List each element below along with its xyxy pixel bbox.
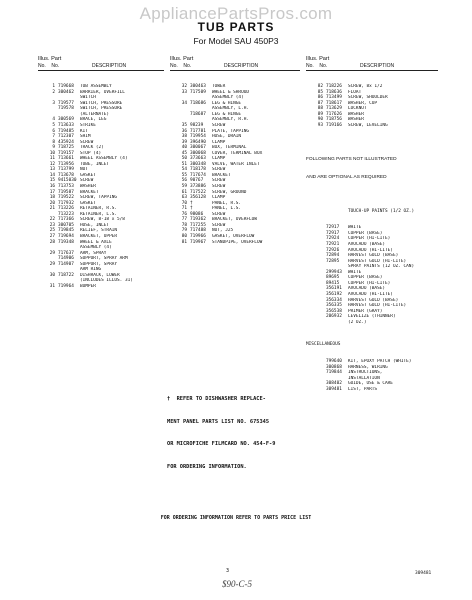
part-description: SWITCH bbox=[80, 95, 96, 101]
part-number: 435924 bbox=[58, 139, 74, 145]
part-number: 713629 bbox=[326, 106, 342, 112]
illus-number: 28 bbox=[49, 239, 55, 245]
note-line: FOLLOWING PARTS NOT ILLUSTRATED bbox=[306, 156, 397, 162]
illus-number: 35 bbox=[181, 123, 187, 129]
part-description: SCREW, 8-18 x 5/8 bbox=[80, 217, 125, 223]
part-description: AVOCADO (HI-LITE) bbox=[348, 291, 393, 297]
illus-number: 82 bbox=[317, 84, 323, 90]
part-description: SCREW bbox=[212, 167, 226, 173]
part-number: 718617 bbox=[326, 100, 342, 106]
part-description: ASSEMBLY (4) bbox=[80, 245, 112, 251]
illus-number: 86 bbox=[317, 95, 323, 101]
header-no: No. No. bbox=[38, 63, 60, 70]
part-number: 300705 bbox=[58, 222, 74, 228]
part-description: GASKET bbox=[80, 200, 96, 206]
part-number: 719967 bbox=[190, 239, 206, 245]
part-row bbox=[38, 284, 164, 290]
header-description: DESCRIPTION bbox=[360, 63, 395, 70]
column-header bbox=[170, 57, 300, 73]
ordering-footer: FOR ORDERING INFORMATION REFER TO PARTS PRICE LIST bbox=[160, 515, 312, 521]
part-description: SHIM bbox=[80, 134, 91, 140]
part-description: WHEEL & AXLE bbox=[80, 239, 112, 245]
part-number: 72894 bbox=[326, 253, 340, 259]
part-description: GASKET, OVERFLOW bbox=[212, 233, 255, 239]
part-description: RETAINER, R.S. bbox=[80, 206, 118, 212]
part-description: LEG & HINGE bbox=[212, 111, 242, 117]
part-description: WASHER bbox=[348, 111, 364, 117]
part-description: SCREW, GROUND bbox=[212, 189, 247, 195]
part-number: 713661 bbox=[58, 156, 74, 162]
part-number: 719694 bbox=[58, 233, 74, 239]
part-description: BRACKET bbox=[80, 189, 99, 195]
illus-number: 88 bbox=[317, 106, 323, 112]
parts-list bbox=[38, 84, 164, 289]
illus-number: 16 bbox=[49, 184, 55, 190]
part-description: WASHER bbox=[348, 117, 364, 123]
part-number: † bbox=[190, 206, 193, 212]
illus-number: 63 bbox=[181, 195, 187, 201]
part-number: 356192 bbox=[326, 291, 342, 297]
part-description: COVER, TERMINAL BOX bbox=[212, 150, 263, 156]
part-description: SCREW bbox=[212, 222, 226, 228]
column-header bbox=[38, 57, 164, 73]
part-number: 309481 bbox=[326, 386, 342, 392]
part-number: 713678 bbox=[58, 172, 74, 178]
part-description: COPPER (BASE) bbox=[348, 230, 383, 236]
illus-number: 12 bbox=[49, 161, 55, 167]
illus-number: 80 bbox=[181, 233, 187, 239]
part-number: 718756 bbox=[326, 117, 342, 123]
part-number: 299943 bbox=[326, 269, 342, 275]
part-description: BOX, TERMINAL bbox=[212, 145, 247, 151]
illus-number: 71 bbox=[181, 206, 187, 212]
part-description: WHITE bbox=[348, 225, 362, 231]
part-number: 718722 bbox=[58, 272, 74, 278]
part-number: 717932 bbox=[58, 200, 74, 206]
part-number: 718636 bbox=[326, 89, 342, 95]
part-number: 396490 bbox=[190, 139, 206, 145]
part-number: 300463 bbox=[190, 84, 206, 90]
illus-number: 61 bbox=[181, 189, 187, 195]
header-no: No. No. bbox=[170, 63, 192, 70]
part-number: 799640 bbox=[326, 358, 342, 364]
illus-number: 3 bbox=[52, 100, 55, 106]
illus-number: 33 bbox=[181, 89, 187, 95]
illus-number: 8 bbox=[52, 139, 55, 145]
illus-number: 77 bbox=[181, 217, 187, 223]
part-description: SCREW, TAPPING bbox=[80, 195, 118, 201]
part-number: 717366 bbox=[58, 217, 74, 223]
illus-number: 32 bbox=[181, 84, 187, 90]
refer-note bbox=[167, 381, 275, 479]
part-number: 719348 bbox=[58, 239, 74, 245]
illus-number: 5 bbox=[52, 123, 55, 129]
header-rule bbox=[38, 70, 164, 71]
part-description: HARVEST GOLD (BASE) bbox=[348, 253, 399, 259]
part-description: ASSEMBLY, R.H. bbox=[212, 117, 250, 123]
column-header bbox=[306, 57, 438, 73]
part-description: WHEEL ASSEMBLY (4) bbox=[80, 156, 128, 162]
part-number: 308402 bbox=[326, 381, 342, 387]
part-description: CLAMP bbox=[212, 195, 226, 201]
part-description: BUMPER bbox=[80, 283, 96, 289]
illus-number: 50 bbox=[181, 156, 187, 162]
part-description: HARVEST GOLD (HI-LITE) bbox=[348, 303, 407, 309]
part-description: SCREW, SHOULDER bbox=[348, 95, 388, 101]
parts-list bbox=[170, 84, 300, 245]
illus-number: 90 bbox=[317, 117, 323, 123]
part-description: INSTRUCTIONS, bbox=[348, 370, 383, 376]
illus-number: 1 bbox=[52, 84, 55, 90]
illus-number: 54 bbox=[181, 167, 187, 173]
parts-column-1 bbox=[38, 46, 164, 295]
illus-number: 27 bbox=[49, 233, 55, 239]
part-description: SCREW bbox=[212, 184, 226, 190]
part-number: 718725 bbox=[58, 145, 74, 151]
header-illus: Illus. Part bbox=[170, 56, 194, 63]
illus-number: 10 bbox=[49, 150, 55, 156]
part-number: 719844 bbox=[326, 370, 342, 376]
part-number: 356538 bbox=[326, 308, 342, 314]
illus-number: 11 bbox=[49, 156, 55, 162]
illus-number: 17 bbox=[49, 189, 55, 195]
illus-number: 38 bbox=[181, 134, 187, 140]
row-spacer bbox=[306, 320, 326, 326]
part-description: AVOCADO (HI-LITE) bbox=[348, 247, 393, 253]
part-number: 719578 bbox=[58, 106, 74, 112]
part-number: 356334 bbox=[326, 297, 342, 303]
part-number: 300462 bbox=[58, 89, 74, 95]
illus-number: 76 bbox=[181, 211, 187, 217]
part-number: 356128 bbox=[190, 195, 206, 201]
part-description: GASKET bbox=[80, 172, 96, 178]
part-description: WASHER bbox=[80, 184, 96, 190]
part-description: COPPER (BASE) bbox=[348, 275, 383, 281]
part-description: SCREW bbox=[80, 139, 94, 145]
illus-number: 23 bbox=[49, 222, 55, 228]
part-description: SUPPORT, SPRAY bbox=[80, 261, 118, 267]
part-number: 717522 bbox=[190, 189, 206, 195]
document-number: 309481 bbox=[415, 571, 432, 576]
illus-number: 29 bbox=[49, 261, 55, 267]
part-description: CLAMP bbox=[212, 156, 226, 162]
part-description: SCREW bbox=[80, 178, 94, 184]
part-number: 719964 bbox=[58, 283, 74, 289]
illus-number: 6 bbox=[52, 128, 55, 134]
illus-number: 79 bbox=[181, 228, 187, 234]
part-number: 72926 bbox=[326, 247, 340, 253]
refer-line: MENT PANEL PARTS LIST NO. 675345 bbox=[167, 418, 270, 425]
part-number: 717781 bbox=[190, 128, 206, 134]
part-description: KIT, EPOXY PATCH (WHITE) bbox=[348, 358, 412, 364]
touchup-header: TOUCH-UP PAINTS (1/2 OZ.) bbox=[348, 208, 415, 214]
part-row bbox=[306, 123, 438, 129]
part-description: AVOCADO (BASE) bbox=[348, 242, 386, 248]
part-number: 713753 bbox=[58, 184, 74, 190]
part-description: SWITCH, PRESSURE bbox=[80, 106, 123, 112]
illus-number: 13 bbox=[49, 167, 55, 173]
illus-number: 87 bbox=[317, 100, 323, 106]
part-number: 717626 bbox=[326, 111, 342, 117]
part-description: LEVELIZE (THINNER) bbox=[348, 314, 396, 320]
part-number: 72917 bbox=[326, 230, 340, 236]
part-description: (2 OZ.) bbox=[348, 319, 367, 325]
part-number: 373886 bbox=[190, 184, 206, 190]
refer-line: † REFER TO DISHWASHER REPLACE- bbox=[167, 396, 266, 402]
part-number: 300348 bbox=[190, 161, 206, 167]
part-number: 717488 bbox=[190, 228, 206, 234]
part-description: SUPPORT, SPRAY ARM bbox=[80, 256, 128, 262]
part-number: 719522 bbox=[58, 195, 74, 201]
part-description: GUIDE, USE & CARE bbox=[348, 381, 393, 387]
part-number: 719362 bbox=[190, 217, 206, 223]
part-description: SWITCH, PRESSURE bbox=[80, 100, 123, 106]
part-description: SPRAY PAINTS (12 OZ. CAN) bbox=[348, 264, 415, 270]
illus-number: 30 bbox=[49, 272, 55, 278]
illus-number: 93 bbox=[317, 123, 323, 129]
illus-number: 85 bbox=[317, 89, 323, 95]
part-description: KIT bbox=[80, 128, 88, 134]
part-description: BRACKET bbox=[212, 172, 231, 178]
part-number: 89415 bbox=[326, 280, 340, 286]
illus-number: 22 bbox=[49, 217, 55, 223]
illus-number: 56 bbox=[181, 178, 187, 184]
illus-number: 55 bbox=[181, 172, 187, 178]
part-number: 714907 bbox=[58, 261, 74, 267]
part-number: 89695 bbox=[326, 275, 340, 281]
part-number: 356335 bbox=[326, 303, 342, 309]
part-number: 72921 bbox=[326, 242, 340, 248]
handwritten-stamp: $90-C-5 bbox=[222, 579, 252, 589]
part-description: STANDPIPE, OVERFLOW bbox=[212, 239, 263, 245]
illus-number: 15 bbox=[49, 178, 55, 184]
part-description: DISHRACK, LOWER bbox=[80, 272, 120, 278]
part-number: 713956 bbox=[58, 161, 74, 167]
illus-number: 2 bbox=[52, 89, 55, 95]
part-number: 719954 bbox=[190, 134, 206, 140]
part-description: NUT, J25 bbox=[212, 228, 234, 234]
part-description: STOP (4) bbox=[80, 150, 102, 156]
illus-number: 18 bbox=[49, 195, 55, 201]
part-number: 718687 bbox=[190, 111, 206, 117]
part-description: ASSEMBLY, L.H. bbox=[212, 106, 250, 112]
parts-column-3 bbox=[306, 46, 438, 398]
illus-number: 21 bbox=[49, 206, 55, 212]
part-description: RELIEF, STRAIN bbox=[80, 228, 118, 234]
part-number: 719668 bbox=[58, 84, 74, 90]
illus-number: 34 bbox=[181, 100, 187, 106]
part-number: 713223 bbox=[58, 211, 74, 217]
part-description: STRIKE bbox=[80, 123, 96, 129]
part-number: 72924 bbox=[326, 236, 340, 242]
part-description: INSTALLATION bbox=[348, 375, 380, 381]
refer-line: FOR ORDERING INFORMATION. bbox=[167, 463, 247, 470]
illus-number: 51 bbox=[181, 161, 187, 167]
part-description: ARM, SPRAY bbox=[80, 250, 107, 256]
illus-number: 89 bbox=[317, 111, 323, 117]
optional-parts-note bbox=[306, 145, 438, 193]
part-number: 719166 bbox=[326, 123, 342, 129]
part-description: PRIMER (GRAY) bbox=[348, 308, 383, 314]
touchup-list bbox=[306, 225, 438, 325]
header-illus: Illus. Part bbox=[38, 56, 62, 63]
part-number: 719966 bbox=[190, 233, 206, 239]
part-number: 713799 bbox=[58, 167, 74, 173]
header-description: DESCRIPTION bbox=[92, 63, 127, 70]
page-subtitle: For Model SAU 450P3 bbox=[193, 36, 279, 46]
part-description: COPPER (HI-LITE) bbox=[348, 236, 391, 242]
refer-line: OR MICROFICHE FILMCARD NO. 454-F-9 bbox=[167, 441, 276, 447]
part-number: 713499 bbox=[326, 95, 342, 101]
illus-number: 29 bbox=[49, 250, 55, 256]
part-description: LIST, PARTS bbox=[348, 386, 378, 392]
part-description: TOWER bbox=[212, 84, 226, 90]
header-description: DESCRIPTION bbox=[224, 63, 259, 70]
illus-number: 70 bbox=[181, 200, 187, 206]
part-number: 718686 bbox=[190, 100, 206, 106]
part-description: RETAINER, L.S. bbox=[80, 211, 118, 217]
illus-number: 36 bbox=[181, 128, 187, 134]
part-number bbox=[326, 320, 348, 326]
part-description: SCREW, LEVELING bbox=[348, 123, 388, 129]
part-number: 714906 bbox=[58, 256, 74, 262]
part-number: † bbox=[190, 200, 193, 206]
part-number: 98086 bbox=[190, 211, 204, 217]
part-description: ARM RING bbox=[80, 267, 102, 273]
part-number: 373663 bbox=[190, 156, 206, 162]
part-number: 300068 bbox=[190, 150, 206, 156]
illus-number: 78 bbox=[181, 222, 187, 228]
misc-header: MISCELLANEOUS bbox=[306, 342, 341, 348]
part-number: 713633 bbox=[58, 123, 74, 129]
part-description: WASHER, CUP bbox=[348, 100, 378, 106]
part-description: SCREW bbox=[212, 178, 226, 184]
part-description: WHITE bbox=[348, 269, 362, 275]
part-number: 719577 bbox=[58, 100, 74, 106]
part-description: BRACE, LEG bbox=[80, 117, 107, 123]
page-title: TUB PARTS bbox=[197, 20, 275, 34]
illus-number: 25 bbox=[49, 228, 55, 234]
part-number: 719587 bbox=[58, 189, 74, 195]
row-spacer bbox=[306, 387, 326, 393]
part-number: 90767 bbox=[190, 178, 204, 184]
part-description: (INCLUDES ILLUS. 31) bbox=[80, 278, 133, 284]
misc-list bbox=[306, 359, 438, 392]
illus-number: 59 bbox=[181, 184, 187, 190]
header-rule bbox=[306, 70, 438, 71]
part-number: 9415030 bbox=[58, 178, 77, 184]
part-description: TUB ASSEMBLY bbox=[80, 84, 112, 90]
part-description: PANEL, R.S. bbox=[212, 200, 242, 206]
part-number: 713226 bbox=[58, 206, 74, 212]
part-description: PLATE, TAPPING bbox=[212, 128, 250, 134]
part-description: AVOCADO (BASE) bbox=[348, 286, 386, 292]
part-description: SCREW, 8x 1/2 bbox=[348, 84, 383, 90]
part-number: 206932 bbox=[326, 314, 342, 320]
part-description: BRACKET, UPPER bbox=[80, 233, 118, 239]
part-description: HARVEST GOLD (BASE) bbox=[348, 297, 399, 303]
illus-number: 31 bbox=[49, 283, 55, 289]
part-number: 300569 bbox=[58, 117, 74, 123]
illus-number: 9 bbox=[52, 145, 55, 151]
part-description: HOSE, INLET bbox=[80, 222, 110, 228]
part-description: BRACKET, OVERFLOW bbox=[212, 217, 257, 223]
part-number: 717637 bbox=[58, 250, 74, 256]
part-number: 712307 bbox=[58, 134, 74, 140]
header-illus: Illus. Part bbox=[306, 56, 330, 63]
part-description: VALVE, WATER INLET bbox=[212, 161, 260, 167]
part-number: 718178 bbox=[190, 167, 206, 173]
part-number: 72917 bbox=[326, 225, 340, 231]
part-description: FLOAT bbox=[348, 89, 362, 95]
header-no: No. No. bbox=[306, 63, 328, 70]
illus-number: 20 bbox=[49, 200, 55, 206]
parts-column-2 bbox=[170, 46, 300, 251]
part-description: TRACK (2) bbox=[80, 145, 104, 151]
part-number: 300067 bbox=[190, 145, 206, 151]
illus-number: 45 bbox=[181, 150, 187, 156]
part-number: 719845 bbox=[58, 228, 74, 234]
part-description: HARVEST GOLD (HI-LITE) bbox=[348, 258, 407, 264]
watermark: AppliancePartsPros.com bbox=[139, 4, 333, 23]
part-number: 719157 bbox=[58, 150, 74, 156]
note-line: AND ARE OPTIONAL AS REQUIRED bbox=[306, 174, 387, 180]
part-description: SCREW bbox=[212, 123, 226, 129]
page-number: 3 bbox=[226, 568, 230, 574]
parts-list bbox=[306, 84, 438, 128]
part-description: COPPER (HI-LITE) bbox=[348, 280, 391, 286]
part-description: HARNESS, WIRING bbox=[348, 364, 388, 370]
part-number: 98239 bbox=[190, 123, 204, 129]
part-description: NUT bbox=[80, 167, 88, 173]
part-description: PANEL, L.S. bbox=[212, 206, 242, 212]
part-description: TUBE, INLET bbox=[80, 161, 110, 167]
part-description: ASSEMBLY (4) bbox=[212, 95, 244, 101]
part-description: CLAMP bbox=[212, 139, 226, 145]
part-description: LOCKNUT bbox=[348, 106, 367, 112]
part-description: WHEEL & SHROUD bbox=[212, 89, 250, 95]
illus-number: 39 bbox=[181, 139, 187, 145]
part-number: 717255 bbox=[190, 222, 206, 228]
part-number: 717509 bbox=[190, 89, 206, 95]
part-row bbox=[306, 387, 438, 393]
part-number: 718226 bbox=[326, 84, 342, 90]
part-number: 717674 bbox=[190, 172, 206, 178]
illus-number: 81 bbox=[181, 239, 187, 245]
part-description: SCREW bbox=[212, 211, 226, 217]
part-number: 356191 bbox=[326, 286, 342, 292]
illus-number: 14 bbox=[49, 172, 55, 178]
illus-number: 4 bbox=[52, 117, 55, 123]
part-row bbox=[170, 240, 300, 246]
part-description: (ALTERNATE) bbox=[80, 111, 110, 117]
illus-number: 40 bbox=[181, 145, 187, 151]
part-number: 72895 bbox=[326, 258, 340, 264]
part-number: 300868 bbox=[326, 364, 342, 370]
part-row bbox=[306, 320, 438, 326]
part-description: HOSE, DRAIN bbox=[212, 134, 242, 140]
header-rule bbox=[170, 70, 300, 71]
illus-number: 7 bbox=[52, 134, 55, 140]
part-description: LEG & HINGE bbox=[212, 100, 242, 106]
part-number: 719485 bbox=[58, 128, 74, 134]
part-description: BARRIER, OVERFILL bbox=[80, 89, 125, 95]
